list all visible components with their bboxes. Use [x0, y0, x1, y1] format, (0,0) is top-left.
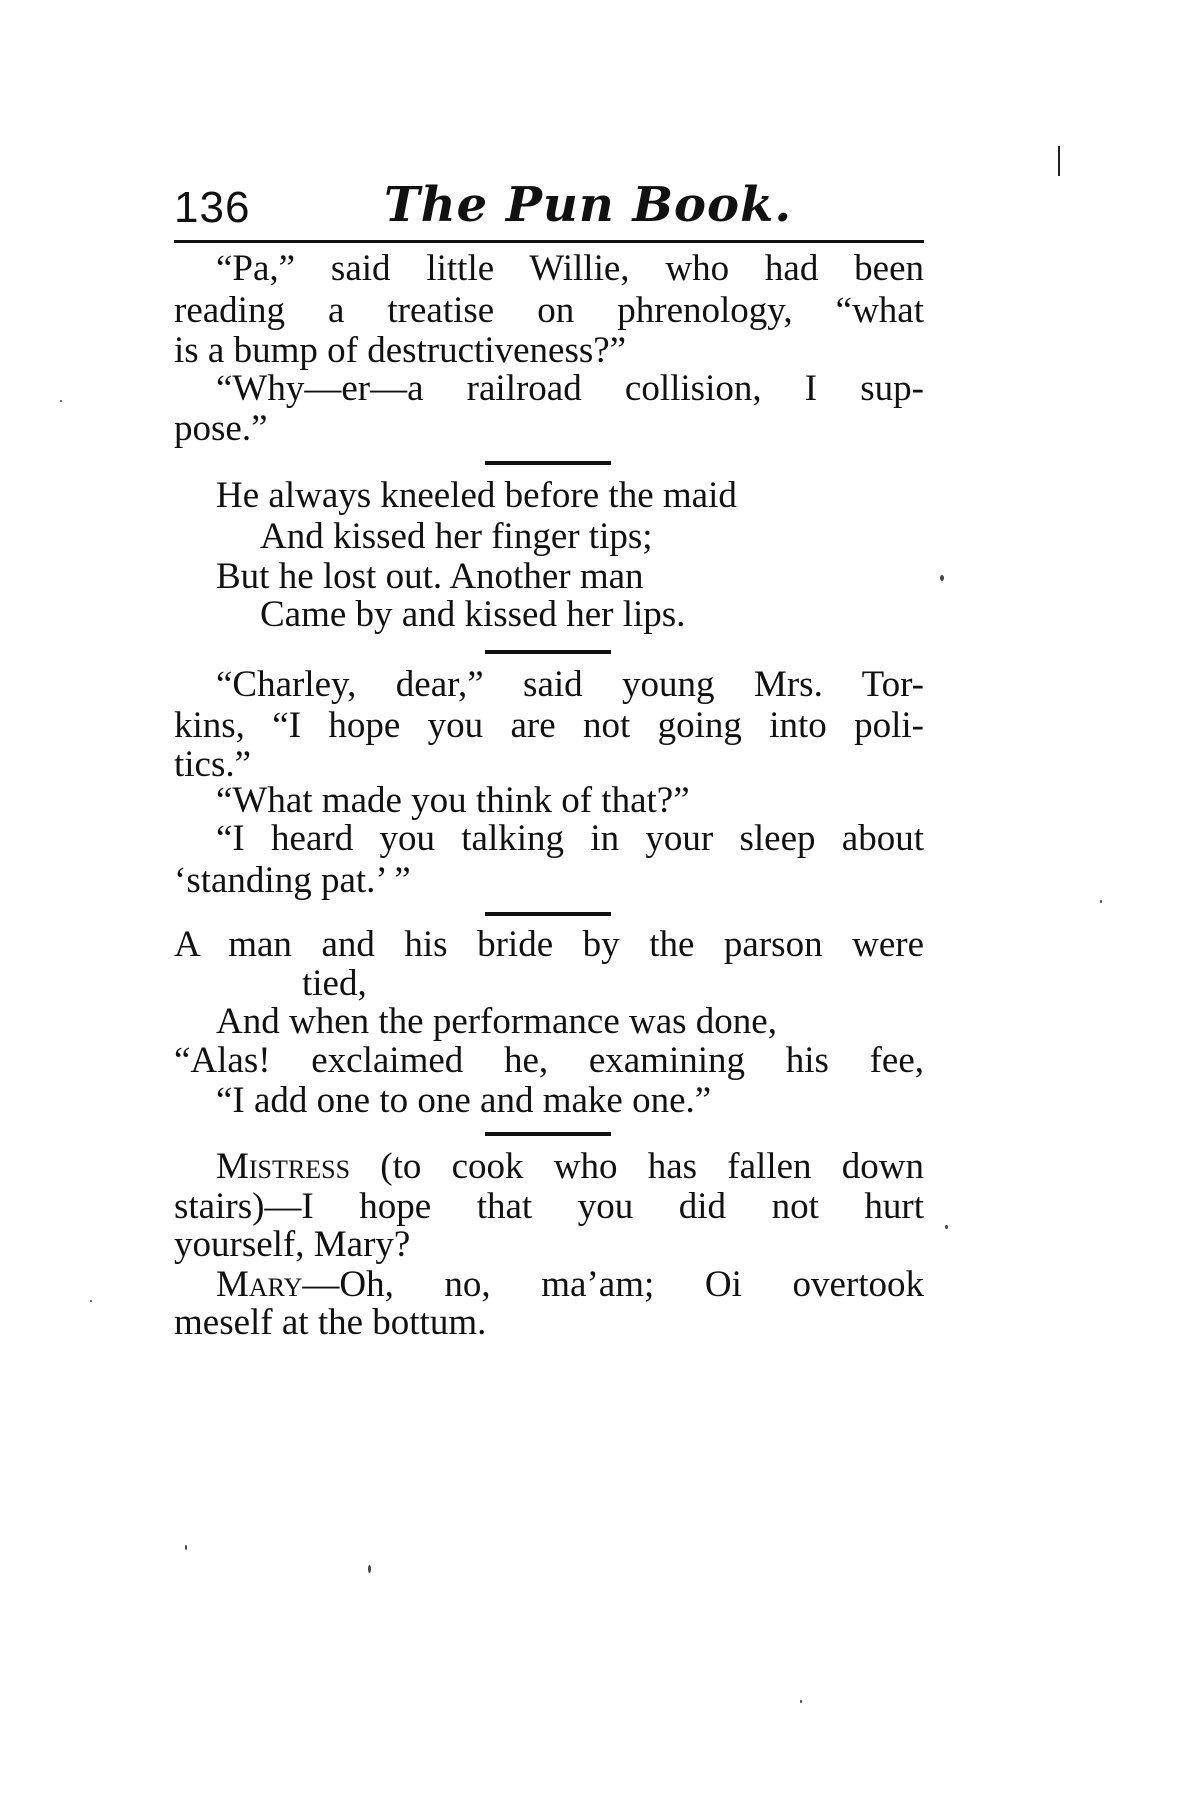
text-line — [174, 818, 924, 860]
header-rule — [174, 240, 924, 243]
speaker-name: Mistress — [216, 1146, 351, 1187]
text-span: “Charley, dear,” said young Mrs. Tor- — [216, 664, 924, 705]
speaker-mary — [174, 1264, 924, 1305]
text-span: (to cook who has fallen down — [350, 1146, 924, 1187]
section-divider — [485, 461, 611, 465]
text-line: meself at the bottum. — [174, 1302, 487, 1343]
poem-line: “Alas! exclaimed he, examining his fee, — [174, 1040, 924, 1081]
text-line: “What made you think of that?” — [216, 780, 690, 821]
text-line: pose.” — [174, 408, 268, 449]
paper-speck — [1100, 900, 1102, 903]
text-line — [174, 368, 924, 410]
running-title: The Pun Book. — [384, 177, 793, 233]
section-divider — [485, 650, 611, 654]
text-span: —Oh, no, ma’am; Oi overtook — [302, 1264, 924, 1305]
paper-speck — [60, 400, 62, 402]
text-line — [174, 1264, 924, 1306]
running-header — [174, 175, 924, 243]
text-line: stairs)—I hope that you did not hurt — [174, 1186, 924, 1227]
poem-line: And when the performance was done, — [216, 1001, 777, 1042]
text-line: yourself, Mary? — [174, 1224, 411, 1265]
paper-speck — [185, 1545, 187, 1550]
text-line — [174, 664, 924, 706]
poem-line: But he lost out. Another man — [216, 556, 644, 597]
paper-speck — [940, 575, 944, 581]
poem-line: A man and his bride by the parson were — [174, 924, 924, 965]
margin-mark — [1058, 146, 1060, 176]
text-span: “I heard you talking in your sleep about — [216, 818, 924, 859]
speaker-name: Mary — [216, 1264, 303, 1305]
text-line: ‘standing pat.’ ” — [174, 860, 411, 901]
poem-line: He always kneeled before the maid — [216, 475, 737, 516]
section-divider — [485, 912, 611, 916]
text-line — [174, 1146, 924, 1188]
poem-line: “I add one to one and make one.” — [216, 1080, 712, 1121]
paper-speck — [800, 1700, 802, 1703]
poem-line: Came by and kissed her lips. — [260, 594, 686, 635]
poem-line: tied, — [302, 963, 367, 1004]
text-line: tics.” — [174, 744, 252, 785]
text-line: kins, “I hope you are not going into poli- — [174, 705, 924, 746]
text-line: reading a treatise on phrenology, “what — [174, 290, 924, 331]
text-span: “Pa,” said little Willie, who had been — [216, 248, 924, 289]
paper-speck — [90, 1300, 92, 1302]
page-number: 136 — [174, 183, 251, 232]
text-line — [174, 248, 924, 290]
poem-line: And kissed her finger tips; — [260, 516, 653, 557]
text-span: “Why—er—a railroad collision, I sup- — [216, 368, 924, 409]
paper-speck — [368, 1565, 371, 1573]
speaker-mistress — [174, 1146, 924, 1187]
section-divider — [485, 1132, 611, 1136]
text-line: is a bump of destructiveness?” — [174, 330, 627, 371]
paper-speck — [945, 1225, 948, 1229]
